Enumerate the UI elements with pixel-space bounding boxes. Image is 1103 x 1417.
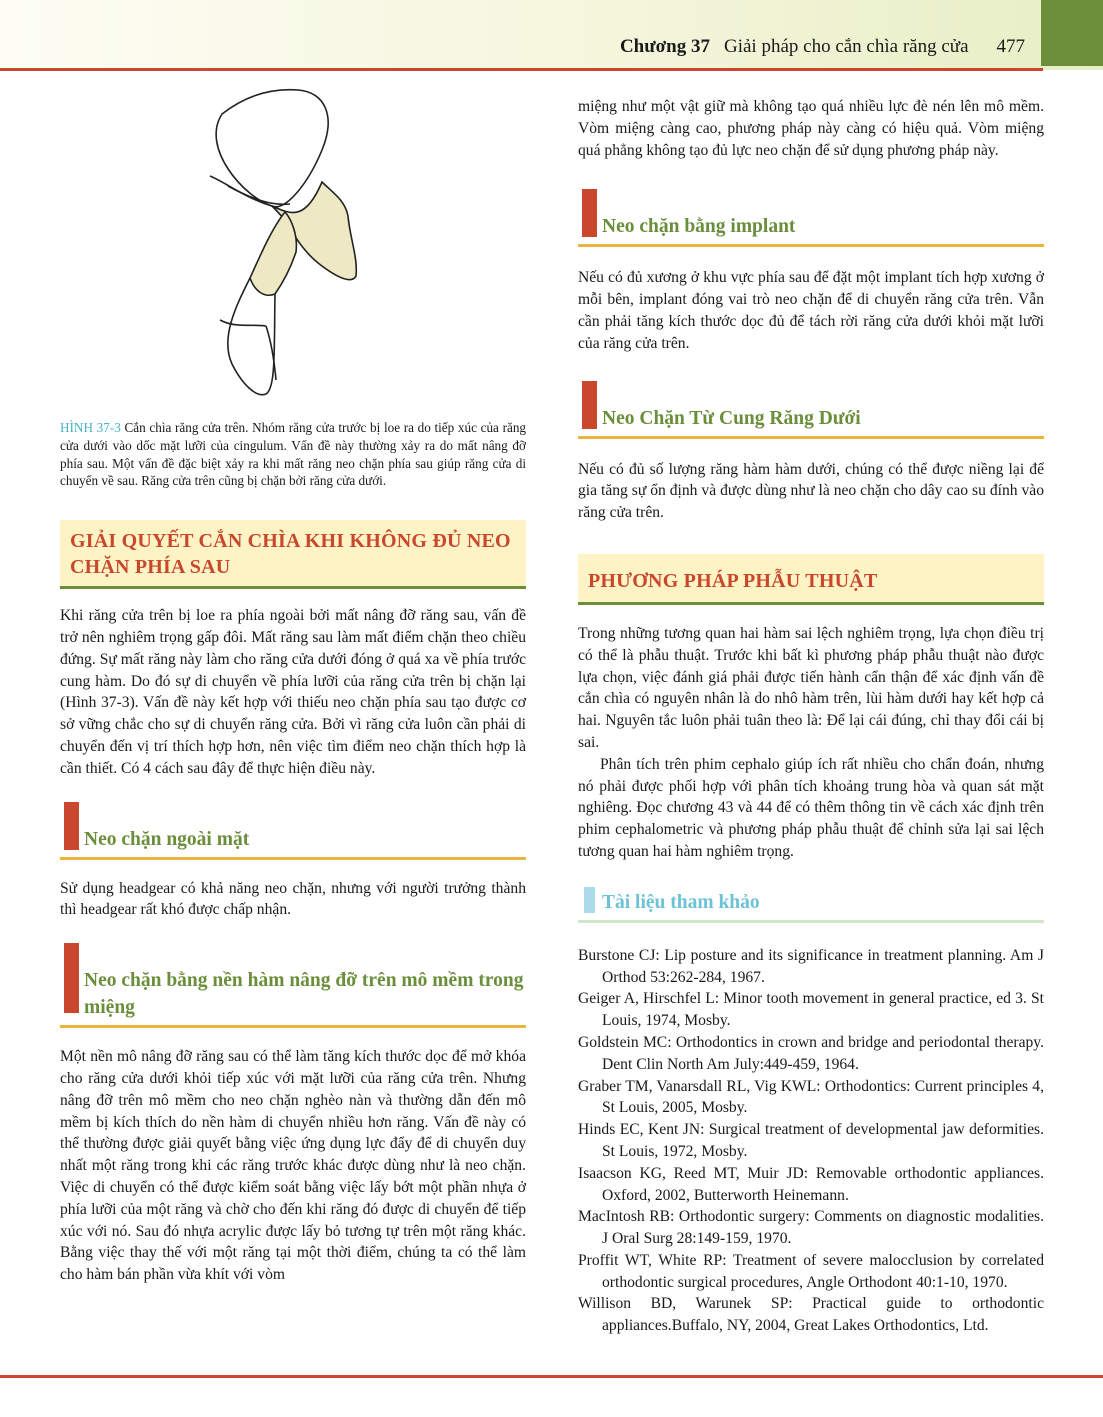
reference-item: Hinds EC, Kent JN: Surgical treatment of developmental jaw deformities. St Louis, 1972, Mosby. [578, 1121, 1044, 1160]
references-heading [578, 889, 1044, 923]
footer-rule [0, 1375, 1103, 1378]
subsection-heading [578, 399, 1044, 439]
subsection-paragraph: Nếu có đủ số lượng răng hàm hàm dưới, chúng có thể được niềng lại để gia tăng sự ổn định và được dùng như là neo chặn cho dây cao su đính vào răng cửa trên. [578, 460, 1044, 522]
section-title: GIẢI QUYẾT CẮN CHÌA KHI KHÔNG ĐỦ NEO CHẶN PHÍA SAU [70, 530, 511, 579]
section-paragraph: Trong những tương quan hai hàm sai lệch nghiêm trọng, lựa chọn điều trị có thể là phẫu thuật. Trước khi bất kì phương pháp phẫu thuật nào được lựa chọn, việc đánh giá phải được tiến hành cẩn thận để xác định vấn đề cắn chìa có nguyên nhân là do nhô hàm trên, lùi hàm dưới hay kết hợp cả hai. Nguyên tắc luôn phải tuân theo là: Để lại cái đúng, chỉ thay đổi cái bị sai. [578, 624, 1044, 751]
section-heading-box [578, 554, 1044, 605]
header-band [0, 0, 1103, 70]
heading-marker [582, 189, 597, 237]
continued-paragraph: miệng như một vật giữ mà không tạo quá nhiều lực đè nén lên mô mềm. Vòm miệng càng cao, phương pháp này càng có hiệu quả. Vòm miệng quá phẳng không tạo đủ lực neo chặn để sử dụng phương pháp này. [578, 98, 1044, 159]
page-number: 477 [996, 36, 1025, 57]
section-paragraph: Khi răng cửa trên bị loe ra phía ngoài bởi mất nâng đỡ răng sau, vấn đề trở nên nghiêm trọng gấp đôi. Mất răng sau làm mất điểm chặn theo chiều đứng. Sự mất răng này làm cho răng cửa dưới đóng ở quá xa về phía trước cung hàm. Do đó sự di chuyển về phía lưỡi của răng cửa trên bị chặn lại (Hình 37-3). Vấn đề này kết hợp với thiếu neo chặn phía sau tạo được cơ sở vững chắc cho sự di chuyển răng cửa. Bởi vì răng cửa luôn cần phải di chuyển đến vị trí thích hợp hơn, nên việc tìm điểm neo chặn thích hợp là cần thiết. Có 4 cách sau đây để thực hiện điều này. [60, 607, 526, 777]
heading-marker [64, 943, 79, 1013]
subsection-title: Neo chặn ngoài mặt [84, 828, 250, 850]
header-rule [0, 68, 1043, 71]
subsection-paragraph: Nếu có đủ xương ở khu vực phía sau để đặt một implant tích hợp xương ở mỗi bên, implant đóng vai trò neo chặn để di chuyển răng cửa trên. Vẫn cần phải tăng kích thước dọc đủ để tách rời răng cửa dưới khỏi mặt lưỡi của răng cửa trên. [578, 269, 1044, 352]
subsection-heading [60, 820, 526, 860]
figure-caption-text: Cắn chìa răng cửa trên. Nhóm răng cửa trước bị loe ra do tiếp xúc của răng cửa dưới vào dốc mặt lưỡi của cingulum. Vấn đề này thường xảy ra do mất nâng đỡ phía sau. Một vấn đề đặc biệt xảy ra khi mất răng neo chặn phía sau giúp răng cửa di chuyển về sau. Răng cửa trên cũng bị chặn bởi răng cửa dưới. [60, 420, 527, 489]
chapter-number: 37 [690, 36, 710, 57]
right-column [578, 96, 1044, 1337]
reference-item: Proffit WT, White RP: Treatment of severe malocclusion by correlated orthodontic surgical procedures, Angle Orthodont 40:1-10, 1970. [578, 1251, 1044, 1291]
reference-item: Willison BD, Warunek SP: Practical guide to orthodontic appliances.Buffalo, NY, 2004, Great Lakes Orthodontics, Ltd. [578, 1295, 1044, 1335]
references-title: Tài liệu tham khảo [602, 891, 760, 913]
reference-item: Goldstein MC: Orthodontics in crown and bridge and periodontal therapy. Dent Clin North Am July:449-459, 1964. [578, 1033, 1044, 1073]
subsection-heading [60, 961, 526, 1028]
header-tab-block [1041, 0, 1103, 66]
chapter-word: Chương [619, 36, 687, 57]
section-title: PHƯƠNG PHÁP PHẪU THUẬT [588, 569, 878, 592]
incisor-overjet-illustration [60, 88, 526, 400]
running-header [620, 36, 1025, 58]
reference-item: Isaacson KG, Reed MT, Muir JD: Removable orthodontic appliances. Oxford, 2002, Butterworth Heinemann. [578, 1164, 1044, 1204]
subsection-paragraph: Một nền mô nâng đỡ răng sau có thể làm tăng kích thước dọc để mở khóa cho răng cửa dưới khỏi tiếp xúc với mặt lưỡi của răng cửa trên. Nhưng nâng đỡ trên mô mềm cho neo chặn nghèo nàn và thường dẫn đến mô mềm bị kích thích do nền hàm di chuyển nhiều hơn răng. Vấn đề này có thể thường được giải quyết bằng việc ứng dụng lực đẩy để di chuyển duy nhất một răng trong khi các răng trước khác được dùng như là neo chặn. Việc di chuyển có thể được kiểm soát bằng việc lấy bớt một phần nhựa ở phía lưỡi của một răng và chờ cho đến khi răng đó được di chuyển để tiếp xúc với nó. Sau đó nhựa acrylic được lấy bỏ tương tự trên một răng khác. Bằng việc thay thế với một răng tại một thời điểm, chúng ta có thể làm cho hàm bán phần vừa khít với vòm [60, 1048, 526, 1284]
subsection-title: Neo chặn bằng implant [602, 216, 796, 238]
subsection-heading [578, 207, 1044, 247]
reference-item: Burstone CJ: Lip posture and its significance in treatment planning. Am J Orthod 53:262-284, 1967. [578, 946, 1044, 986]
left-column [60, 88, 526, 1286]
figure-caption [60, 419, 526, 490]
heading-marker [584, 887, 595, 913]
subsection-title: Neo chặn bằng nền hàm nâng đỡ trên mô mềm trong miệng [84, 970, 524, 1019]
figure-label: HÌNH 37-3 [60, 420, 121, 435]
reference-item: Geiger A, Hirschfel L: Minor tooth movement in general practice, ed 3. St Louis, 1974, Mosby. [578, 990, 1044, 1030]
section-heading-box [60, 520, 526, 589]
references-list [578, 945, 1044, 1337]
section-paragraph: Phân tích trên phim cephalo giúp ích rất nhiều cho chẩn đoán, nhưng nó phải được phối hợp với phân tích khoảng trung hòa và quan sát mặt nghiêng. Đọc chương 43 và 44 để có thêm thông tin về cách xác định trên phim cephalometric và phương pháp phẫu thuật để chỉnh sửa lại sai lệch tương quan hai hàm nghiêm trọng. [578, 755, 1044, 860]
subsection-paragraph: Sử dụng headgear có khả năng neo chặn, nhưng với người trưởng thành thì headgear rất khó được chấp nhận. [60, 879, 526, 919]
reference-item: Graber TM, Vanarsdall RL, Vig KWL: Orthodontics: Current principles 4, St Louis, 2005, Mosby. [578, 1077, 1044, 1117]
chapter-title: Giải pháp cho cắn chìa răng cửa [723, 36, 969, 57]
heading-marker [64, 802, 79, 850]
subsection-title: Neo Chặn Từ Cung Răng Dưới [602, 407, 861, 429]
heading-marker [582, 381, 597, 429]
reference-item: MacIntosh RB: Orthodontic surgery: Comments on diagnostic modalities. J Oral Surg 28:149-159, 1970. [578, 1208, 1044, 1248]
